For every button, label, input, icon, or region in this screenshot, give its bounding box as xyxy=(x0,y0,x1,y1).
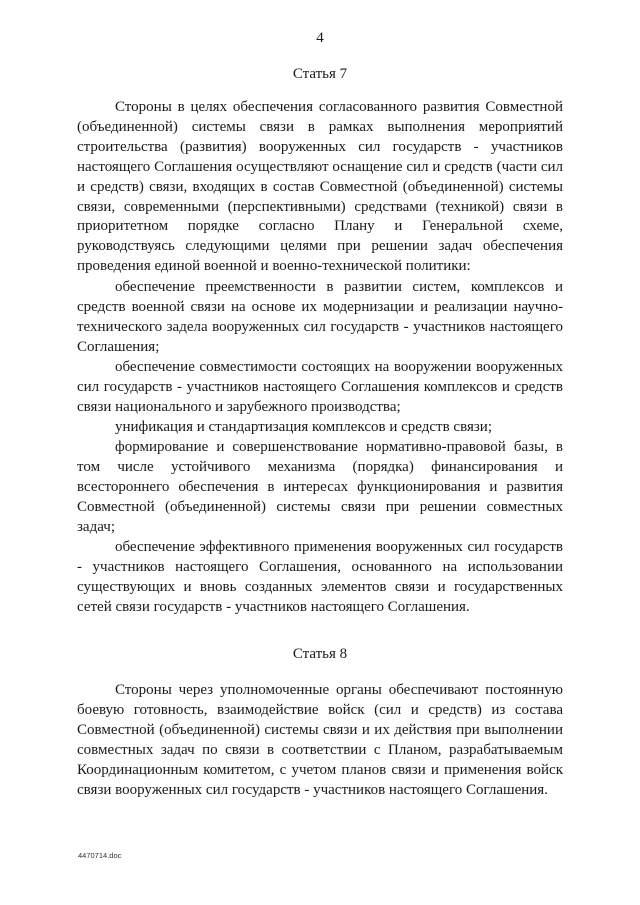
article-7-paragraph-3: обеспечение совместимости состоящих на вооружении вооруженных сил государств - участников настоящего Соглашения комплексов и средств связи национального и зарубежного производства; xyxy=(77,359,563,415)
article-7-paragraph-1: Стороны в целях обеспечения согласованного развития Совместной (объединенной) системы связи в рамках выполнения мероприятий строительства (развития) вооруженных сил государств - участников настоящего Соглашения осуществляют оснащение сил и средств (части сил и средств) связи, входящих в состав Совместной (объединенной) системы связи, современными (перспективными) средствами (техникой) связи в приоритетном порядке согласно Плану и Генеральной схеме, руководствуясь следующими целями при решении задач обеспечения проведения единой военной и военно-технической политики: xyxy=(77,99,563,275)
document-filename: 4470714.doc xyxy=(78,851,122,860)
article-7-paragraph-2: обеспечение преемственности в развитии систем, комплексов и средств военной связи на основе их модернизации и реализации научно-технического задела вооруженных сил государств - участников настоящего Соглашения; xyxy=(77,279,563,355)
article-7-paragraph-6: обеспечение эффективного применения вооруженных сил государств - участников настоящего Соглашения, основанного на использовании существующих и вновь созданных элементов связи и государственных сетей связи государств - участников настоящего Соглашения. xyxy=(77,539,563,615)
page-number: 4 xyxy=(316,30,324,46)
article-8-title: Статья 8 xyxy=(292,646,348,662)
article-7-paragraph-5: формирование и совершенствование нормативно-правовой базы, в том числе устойчивого механизма (порядка) финансирования и всестороннего обеспечения в интересах функционирования и развития Совместной (объединенной) системы связи при решении совместных задач; xyxy=(77,439,563,535)
article-7-title: Статья 7 xyxy=(292,66,348,82)
article-8-paragraph-1: Стороны через уполномоченные органы обеспечивают постоянную боевую готовность, взаимодействие войск (сил и средств) из состава Совместной (объединенной) системы связи и их действия при выполнении совместных задач по связи в соответствии с Планом, разрабатываемым Координационным комитетом, с учетом планов связи и применения войск связи вооруженных сил государств - участников настоящего Соглашения. xyxy=(77,682,563,798)
article-7-paragraph-4: унификация и стандартизация комплексов и средств связи; xyxy=(115,419,492,435)
